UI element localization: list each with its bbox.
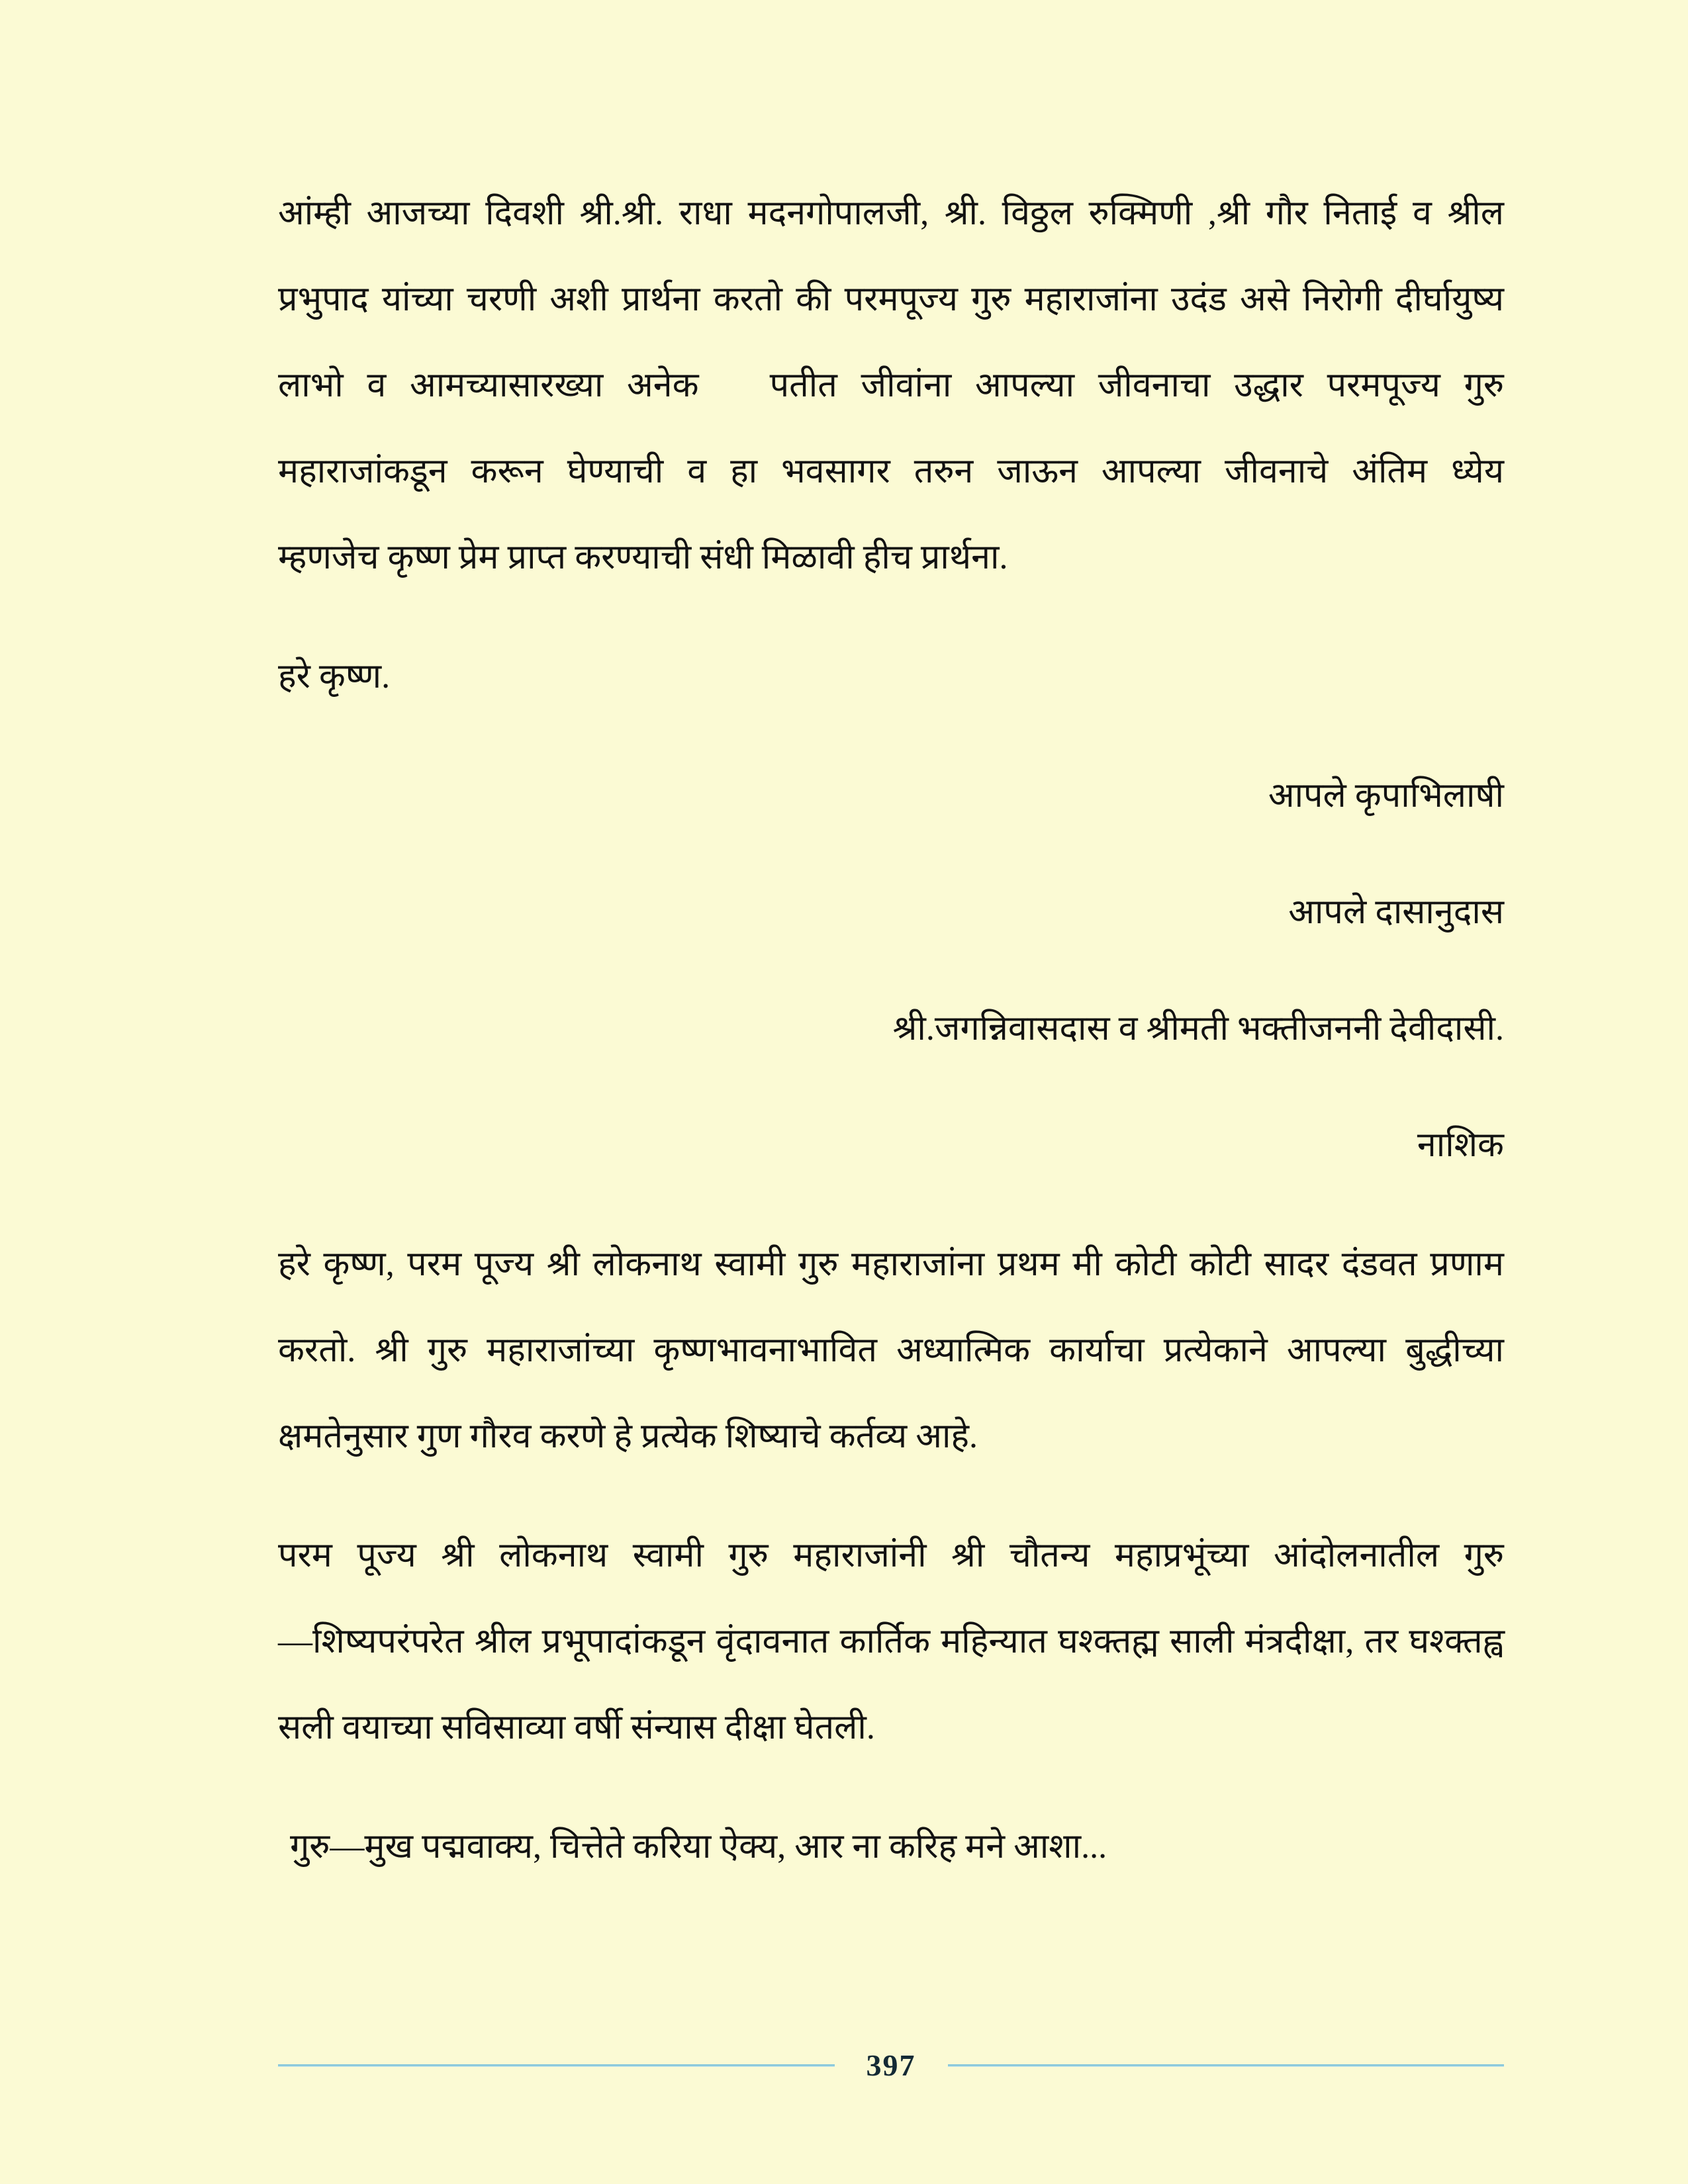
signoff-block: [278, 753, 1504, 1189]
text-line: महाराजांकडून करून घेण्याची व हा भवसागर तरुन जाऊन आपल्या जीवनाचे अंतिम ध्येय: [278, 453, 1504, 490]
footer-rule-left: [278, 2064, 835, 2067]
text-line: क्षमतेनुसार गुण गौरव करणे हे प्रत्येक शिष्याचे कर्तव्य आहे.: [278, 1418, 978, 1455]
text-line: नाशिक: [1417, 1126, 1504, 1164]
text-line: आपले कृपाभिलाषी: [1268, 777, 1504, 815]
letter-body: [278, 171, 1504, 1890]
text-line: श्री.जगन्निवासदास व श्रीमती भक्तीजननी देवीदासी.: [892, 1010, 1504, 1048]
text-line: सली वयाच्या सविसाव्या वर्षी संन्यास दीक्षा घेतली.: [278, 1709, 875, 1747]
text-line: म्हणजेच कृष्ण प्रेम प्राप्त करण्याची संधी मिळावी हीच प्रार्थना.: [278, 539, 1008, 576]
text-line: परम पूज्य श्री लोकनाथ स्वामी गुरु महाराजांनी श्री चौतन्य महाप्रभूंच्या आंदोलनातील गुरु: [278, 1537, 1504, 1574]
paragraph-prayer: [278, 171, 1504, 601]
text-line: —शिष्यपरंपरेत श्रील प्रभूपादांकडून वृंदावनात कार्तिक महिन्यात घश्क्तह्म साली मंत्रदीक्षा, तर घश्क्तह्व: [278, 1623, 1504, 1661]
text-line: आपले दासानुदास: [1288, 893, 1504, 931]
text-line: करतो. श्री गुरु महाराजांच्या कृष्णभावनाभावित अध्यात्मिक कार्याचा प्रत्येकाने आपल्या बुद्धीच्या: [278, 1332, 1504, 1369]
footer-rule-right: [948, 2064, 1505, 2067]
text-line: हरे कृष्ण, परम पूज्य श्री लोकनाथ स्वामी गुरु महाराजांना प्रथम मी कोटी कोटी सादर दंडवत प्रणाम: [278, 1246, 1504, 1283]
verse-line: गुरु—मुख पद्मवाक्य, चित्तेते करिया ऐक्य, आर ना करिह मने आशा...: [290, 1828, 1107, 1866]
text-line: आंम्ही आजच्या दिवशी श्री.श्री. राधा मदनगोपालजी, श्री. विठ्ठल रुक्मिणी ,श्री गौर निताई व श्रील: [278, 195, 1504, 232]
salutation-line: हरे कृष्ण.: [278, 658, 391, 696]
text-line: प्रभुपाद यांच्या चरणी अशी प्रार्थना करतो की परमपूज्य गुरु महाराजांना उदंड असे निरोगी दीर्घायुष्य: [278, 281, 1504, 318]
paragraph-obeisances: [278, 1222, 1504, 1480]
text-line: लाभो व आमच्यासारख्या अनेक पतीत जीवांना आपल्या जीवनाचा उद्धार परमपूज्य गुरु: [278, 367, 1504, 404]
page-number: 397: [866, 2048, 916, 2082]
page-footer: [278, 2050, 1504, 2081]
paragraph-initiation: [278, 1513, 1504, 1771]
